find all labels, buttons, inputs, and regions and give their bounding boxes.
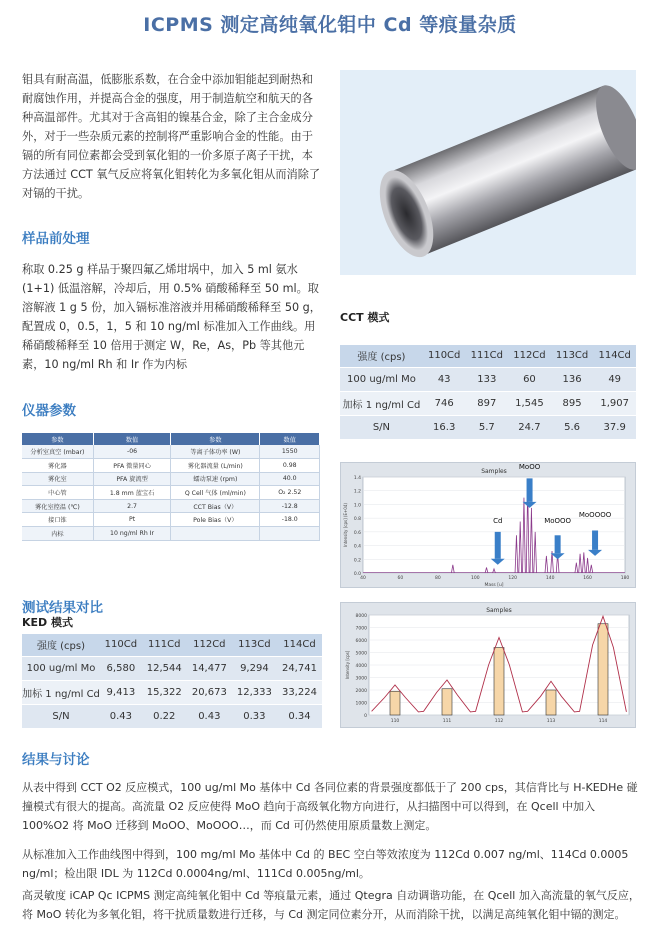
cd-isotope-svg <box>341 603 637 729</box>
ked-header: 113Cd <box>232 634 277 656</box>
isotope-bar <box>390 691 400 715</box>
inst-cell: 0.98 <box>260 459 320 473</box>
x-axis-label: Mass [u] <box>484 583 504 588</box>
inst-cell: 40.0 <box>260 472 320 486</box>
cct-header: 111Cd <box>466 345 509 367</box>
section-instrument: 仪器参数 <box>22 403 76 419</box>
cct-header: 114Cd <box>593 345 636 367</box>
ked-cell: 33,224 <box>277 680 322 704</box>
ked-cell: 加标 1 ng/ml Cd <box>22 680 100 704</box>
inst-cell: 分析室真空 (mbar) <box>22 445 93 459</box>
cd-isotope-chart <box>340 602 636 728</box>
inst-cell: 雾化室 <box>22 472 93 486</box>
ked-cell: 9,413 <box>100 680 142 704</box>
cct-cell: 49 <box>593 367 636 391</box>
cct-cell: 100 ug/ml Mo <box>340 367 423 391</box>
inst-cell: 雾化器流量 (L/min) <box>171 459 260 473</box>
annotation-label: Cd <box>493 516 503 525</box>
inst-cell: -12.8 <box>260 499 320 513</box>
table-row <box>22 513 320 527</box>
table-row <box>22 680 322 704</box>
inst-cell: 雾化器 <box>22 459 93 473</box>
ked-cell: 12,544 <box>142 656 187 680</box>
inst-cell: O₂ 2.52 <box>260 486 320 500</box>
ked-cell: 6,580 <box>100 656 142 680</box>
ked-header: 112Cd <box>187 634 232 656</box>
isotope-bar <box>442 689 452 715</box>
cct-cell: 5.7 <box>466 415 509 439</box>
x-tick-label: 110 <box>390 719 400 724</box>
inst-header: 参数 <box>171 433 260 445</box>
table-row <box>22 656 322 680</box>
annotation-label: MoOOOO <box>578 510 612 519</box>
isotope-bar <box>494 648 504 716</box>
ked-cell: 9,294 <box>232 656 277 680</box>
x-tick-label: 112 <box>494 719 504 724</box>
mass-scan-svg <box>341 463 637 589</box>
x-tick-label: 60 <box>397 576 404 581</box>
ked-cell: 100 ug/ml Mo <box>22 656 100 680</box>
table-row <box>22 445 320 459</box>
molybdenum-tube-photo <box>340 70 636 275</box>
y-tick-label: 0.2 <box>353 558 361 564</box>
y-tick-label: 2000 <box>355 689 367 694</box>
y-tick-label: 0.6 <box>353 530 361 536</box>
annotation-arrow-shaft <box>555 535 561 553</box>
ked-cell: 15,322 <box>142 680 187 704</box>
ked-cell: 0.34 <box>277 704 322 728</box>
inst-cell <box>171 527 260 541</box>
ked-cell: 0.43 <box>100 704 142 728</box>
chart-title: Samples <box>486 607 512 614</box>
inst-cell: 中心管 <box>22 486 93 500</box>
section-discussion: 结果与讨论 <box>22 752 90 768</box>
y-tick-label: 6000 <box>355 639 367 644</box>
ked-cell: 12,333 <box>232 680 277 704</box>
inst-cell: Pole Bias（V） <box>171 513 260 527</box>
cct-cell: 1,545 <box>508 391 551 415</box>
x-tick-label: 40 <box>360 576 366 581</box>
inst-cell: Q Cell 气体 (ml/min) <box>171 486 260 500</box>
cct-cell: 24.7 <box>508 415 551 439</box>
inst-header: 数值 <box>93 433 170 445</box>
ked-cell: 0.22 <box>142 704 187 728</box>
inst-cell <box>260 527 320 541</box>
inst-header: 参数 <box>22 433 93 445</box>
cct-label: CCT 模式 <box>340 311 390 324</box>
cct-cell: 746 <box>423 391 466 415</box>
cct-header: 110Cd <box>423 345 466 367</box>
section-results: 测试结果对比 <box>22 600 103 616</box>
annotation-label: MoOOO <box>544 516 572 525</box>
inst-cell: 雾化室控温 (℃) <box>22 499 93 513</box>
ked-cell: 14,477 <box>187 656 232 680</box>
y-tick-label: 1.0 <box>353 503 361 509</box>
mass-scan-chart <box>340 462 636 588</box>
intro-text: 钼具有耐高温，低膨胀系数，在合金中添加钼能起到耐热和耐腐蚀作用，并提高合金的强度，用于制造航空和航天的各种高温部件。尤其对于含高钼的镍基合金，除了主合金成分外，对于一些杂质元素的控制将严重影响合金的性能。由于镉的所有同位素都会受到氧化钼的一价多原子离子干扰，本方法通过 CCT 氧气反应将氧化钼转化为多氧化钼从而消除了对镉的干扰。 <box>22 73 321 200</box>
inst-cell: -18.0 <box>260 513 320 527</box>
x-tick-label: 111 <box>442 719 452 724</box>
table-row <box>22 459 320 473</box>
plot-area <box>363 477 625 573</box>
discussion-paragraph-3: 高灵敏度 iCAP Qc ICPMS 测定高纯氧化钼中 Cd 等痕量元素，通过 Qtegra 自动调谐功能，在 Qcell 加入高流量的氧气反应，将 MoO 转化为多氧化钼，将干扰质量数进行迁移，与 Cd 测定同位素分开，从而消除干扰，以满足高纯氧化钼中镉的测定。 <box>22 889 640 921</box>
cct-cell: 加标 1 ng/ml Cd <box>340 391 423 415</box>
cct-cell: S/N <box>340 415 423 439</box>
x-tick-label: 114 <box>598 719 608 724</box>
discussion-paragraph-1: 从表中得到 CCT O2 反应模式，100 ug/ml Mo 基体中 Cd 各同位素的背景强度都低于了 200 cps，其信背比与 H-KEDHe 碰撞模式有很大的提高。高流量 O2 反应使得 MoO 趋向于高级氧化物方向进行，从扫描图中可以得到，在 Qcell 中加入 100%O2 将 MoO 迁移到 MoOO、MoOOO…，而 Cd 可仍然使用原质量数上测定。 <box>22 781 638 832</box>
annotation-label: MoOO <box>518 463 541 471</box>
x-tick-label: 80 <box>434 576 441 581</box>
ked-cell: 20,673 <box>187 680 232 704</box>
ked-header: 111Cd <box>142 634 187 656</box>
y-tick-label: 7000 <box>355 626 367 632</box>
y-tick-label: 1.2 <box>353 489 361 495</box>
y-tick-label: 1.4 <box>353 476 361 481</box>
x-tick-label: 100 <box>470 576 480 581</box>
table-row <box>22 527 320 541</box>
inst-cell: -06 <box>93 445 170 459</box>
annotation-arrow-shaft <box>592 530 598 549</box>
x-tick-label: 160 <box>583 576 592 581</box>
isotope-bar <box>598 624 608 715</box>
inst-cell: 接口锥 <box>22 513 93 527</box>
inst-cell: 1550 <box>260 445 320 459</box>
inst-cell: 2.7 <box>93 499 170 513</box>
x-tick-label: 120 <box>508 576 518 581</box>
table-row <box>22 499 320 513</box>
cct-header: 113Cd <box>551 345 594 367</box>
table-row <box>22 486 320 500</box>
x-tick-label: 140 <box>545 576 555 581</box>
table-row <box>22 472 320 486</box>
x-tick-label: 180 <box>620 576 630 581</box>
ked-table <box>22 634 322 729</box>
y-tick-label: 0.4 <box>353 544 361 550</box>
ked-header: 强度 (cps) <box>22 634 100 656</box>
annotation-arrow-shaft <box>495 532 501 559</box>
y-tick-label: 5000 <box>355 651 367 657</box>
y-axis-label: Intensity [cps] (E+04) <box>343 503 348 547</box>
ked-cell: 0.43 <box>187 704 232 728</box>
cct-cell: 43 <box>423 367 466 391</box>
x-tick-label: 113 <box>546 719 556 724</box>
inst-cell: 1.8 mm 蓝宝石 <box>93 486 170 500</box>
inst-cell: PFA 微量同心 <box>93 459 170 473</box>
y-tick-label: 0.0 <box>353 572 361 577</box>
chart-title: Samples <box>481 468 507 475</box>
cct-cell: 895 <box>551 391 594 415</box>
cct-cell: 897 <box>466 391 509 415</box>
ked-header: 110Cd <box>100 634 142 656</box>
cct-header: 强度 (cps) <box>340 345 423 367</box>
inst-cell: 蠕动泵速 (rpm) <box>171 472 260 486</box>
cct-cell: 133 <box>466 367 509 391</box>
page-title: ICPMS 测定高纯氧化钼中 Cd 等痕量杂质 <box>143 14 517 36</box>
cct-cell: 37.9 <box>593 415 636 439</box>
inst-cell: 内标 <box>22 527 93 541</box>
inst-cell: PFA 旋流型 <box>93 472 170 486</box>
cct-cell: 1,907 <box>593 391 636 415</box>
y-tick-label: 8000 <box>355 614 367 619</box>
isotope-bar <box>546 690 556 715</box>
inst-cell: 10 ng/ml Rh Ir <box>93 527 170 541</box>
inst-cell: CCT Bias（V） <box>171 499 260 513</box>
instrument-table <box>22 433 320 541</box>
cct-cell: 5.6 <box>551 415 594 439</box>
inst-cell: Pt <box>93 513 170 527</box>
cct-table <box>340 345 636 440</box>
y-tick-label: 1000 <box>355 701 367 707</box>
sample-prep-text: 称取 0.25 g 样品于聚四氟乙烯坩埚中，加入 5 ml 氨水 (1+1) 低温溶解，冷却后，用 0.5% 硝酸稀释至 50 ml。取溶解液 1 g 5 份，加入镉标准溶液并用稀硝酸稀释至 50 g，配置成 0，0.5，1，5 和 10 ng/ml 标准加入工作曲线。用稀硝酸稀释至 10 倍用于测定 W，Re，As，Pb 等其他元素，10 ng/ml Rh 和 Ir 作为内标 <box>22 263 321 371</box>
table-row <box>340 415 636 439</box>
cct-cell: 60 <box>508 367 551 391</box>
y-tick-label: 0.8 <box>353 517 361 523</box>
cct-header: 112Cd <box>508 345 551 367</box>
cct-cell: 136 <box>551 367 594 391</box>
ked-header: 114Cd <box>277 634 322 656</box>
ked-label: KED 模式 <box>22 616 73 629</box>
y-tick-label: 3000 <box>355 676 367 682</box>
table-row <box>340 367 636 391</box>
annotation-arrow-shaft <box>527 478 533 501</box>
table-row <box>340 391 636 415</box>
cct-cell: 16.3 <box>423 415 466 439</box>
ked-cell: S/N <box>22 704 100 728</box>
y-tick-label: 0 <box>364 714 367 719</box>
y-axis-label: Intensity [cps] <box>345 650 350 680</box>
inst-header: 数值 <box>260 433 320 445</box>
ked-cell: 24,741 <box>277 656 322 680</box>
discussion-paragraph-2: 从标准加入工作曲线图中得到，100 mg/ml Mo 基体中 Cd 的 BEC 空白等效浓度为 112Cd 0.007 ng/ml、114Cd 0.0005 ng/ml；检出限 IDL 为 112Cd 0.0004ng/ml、111Cd 0.005ng/ml。 <box>22 848 629 880</box>
inst-cell: 等离子体功率 (W) <box>171 445 260 459</box>
ked-cell: 0.33 <box>232 704 277 728</box>
table-row <box>22 704 322 728</box>
section-sample-prep: 样品前处理 <box>22 231 90 247</box>
y-tick-label: 4000 <box>355 664 367 669</box>
